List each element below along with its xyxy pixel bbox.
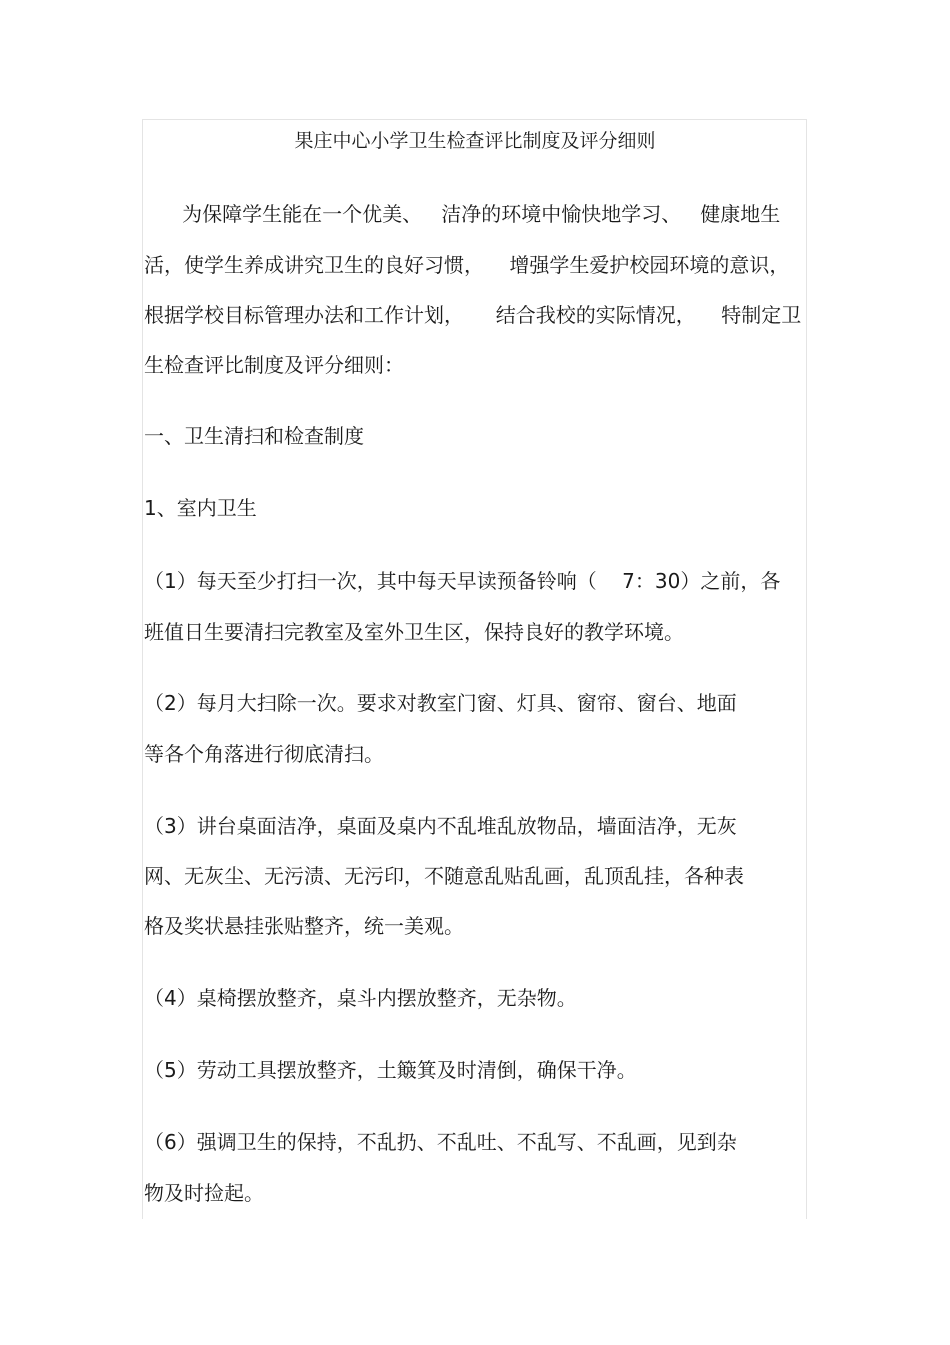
subsection-heading: 1、室内卫生 [144,496,257,520]
document-title: 果庄中心小学卫生检查评比制度及评分细则 [294,130,656,152]
item-1-line-1: （1）每天至少打扫一次，其中每天早读预备铃响（ 7：30）之前，各 [144,569,781,593]
section-heading: 一、卫生清扫和检查制度 [144,424,364,448]
item-3-line-3: 格及奖状悬挂张贴整齐，统一美观。 [144,914,464,938]
item-2-line-2: 等各个角落进行彻底清扫。 [144,742,384,766]
intro-line-3: 根据学校目标管理办法和工作计划， 结合我校的实际情况， 特制定卫 [144,303,802,327]
intro-line-1: 为保障学生能在一个优美、 洁净的环境中愉快地学习、 健康地生 [144,202,781,226]
item-4: （4）桌椅摆放整齐，桌斗内摆放整齐，无杂物。 [144,986,577,1010]
intro-line-2: 活，使学生养成讲究卫生的良好习惯， 增强学生爱护校园环境的意识， [144,253,790,277]
item-5: （5）劳动工具摆放整齐，土簸箕及时清倒，确保干净。 [144,1058,637,1082]
item-1-line-2: 班值日生要清扫完教室及室外卫生区，保持良好的教学环境。 [144,620,684,644]
item-6-line-1: （6）强调卫生的保持，不乱扔、不乱吐、不乱写、不乱画，见到杂 [144,1130,737,1154]
item-6-line-2: 物及时捡起。 [144,1181,264,1205]
item-2-line-1: （2）每月大扫除一次。要求对教室门窗、灯具、窗帘、窗台、地面 [144,691,737,715]
intro-line-4: 生检查评比制度及评分细则： [144,353,404,377]
item-3-line-1: （3）讲台桌面洁净，桌面及桌内不乱堆乱放物品，墙面洁净，无灰 [144,814,737,838]
page-frame [142,119,807,1219]
item-3-line-2: 网、无灰尘、无污渍、无污印，不随意乱贴乱画，乱顶乱挂，各种表 [144,864,744,888]
